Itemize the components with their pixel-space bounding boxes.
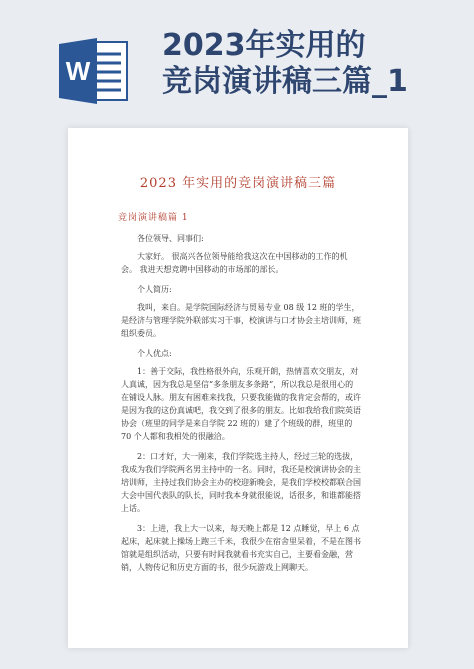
title-line-2: 竞岗演讲稿三篇_1	[162, 64, 408, 99]
paragraph: 个人简历:	[137, 285, 172, 294]
title-line-1: 2023年实用的	[162, 28, 366, 63]
section-label: 竞岗演讲稿篇 1	[118, 213, 189, 223]
paragraph: 各位领导、同事们:	[137, 234, 204, 243]
paragraph: 大家好。 很高兴各位领导能给我这次在中国移动的工作的机会。 我进天想竞聘中国移动的市场部的部长。	[121, 252, 348, 274]
word-document-icon	[57, 36, 129, 106]
page-title	[162, 28, 462, 100]
document-body	[121, 232, 361, 581]
paragraph: 1：善于交际，我性格很外向，乐观开朗，热情喜欢交朋友，对人真诚，因为我总是坚信“多条朋友多条路”，所以我总是很用心的在铺设人脉。朋友有困难来找我，只要我能做的我肯定会帮的，或许是因为我的这份真诚吧，我交到了很多的朋友。比如我给我们院英语协会（班里的同学是来自学院 22 班的）建了个班级的群，班里的 70 个人都和我相处的很融洽。	[121, 367, 361, 441]
document-title: 2023 年实用的竞岗演讲稿三篇	[139, 176, 337, 191]
paragraph: 2：口才好，大一刚来，我们学院选主持人，经过三轮的选拔，我成为我们学院两名男主持中的一名。同时，我还是校演讲协会的主培训师，主持过我们协会主办的校迎新晚会，是我们学校校都联合国大会中国代表队的队长，同时我本身就很能说，话很多，和谁都能搭上话。	[121, 452, 361, 513]
paragraph: 个人优点:	[137, 349, 172, 358]
page-header	[0, 0, 474, 110]
document-preview	[68, 128, 408, 648]
paragraph: 我叫，来自。是学院国际经济与贸易专业 08 级 12 班的学生，是经济与管理学院外联部实习干事，校演讲与口才协会主培训师，班组织委员。	[121, 303, 361, 338]
paragraph: 3：上进，我上大一以来，每天晚上都是 12 点睡觉，早上 6 点起床，起床就上操场上跑三千米，我很少在宿舍里呆着，不是在图书馆就是组织活动，只要有时间我就看书充实自己，主要看金融，营销，人物传记和历史方面的书，很少玩游戏上网聊天。	[121, 524, 361, 572]
word-icon-letter: W	[65, 56, 91, 86]
